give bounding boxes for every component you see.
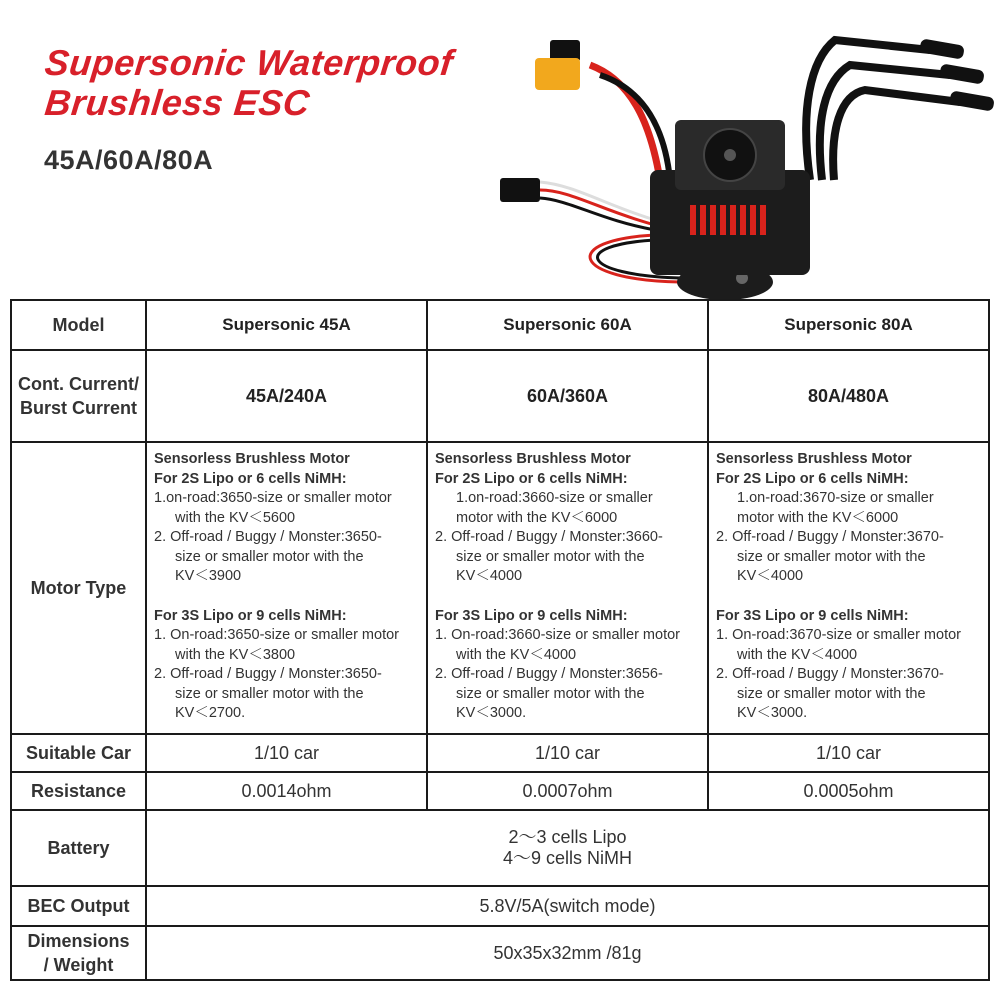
motor-line: size or smaller motor with the bbox=[456, 548, 645, 565]
motor-heading: Sensorless Brushless Motor bbox=[154, 451, 350, 467]
table-row-motor-type bbox=[11, 442, 989, 734]
row-label-motor-type: Motor Type bbox=[11, 442, 146, 734]
motor-line: 1.on-road:3660-size or smaller bbox=[456, 490, 653, 506]
motor-line: motor with the KV＜6000 bbox=[456, 509, 618, 526]
esc-product-image bbox=[480, 20, 1000, 300]
battery-value bbox=[146, 810, 989, 886]
row-label-dimensions bbox=[11, 926, 146, 980]
row-label-current-line1: Cont. Current/ bbox=[18, 374, 139, 394]
row-label-current bbox=[11, 350, 146, 442]
car-60a: 1/10 car bbox=[427, 734, 708, 772]
motor-2s-title: For 2S Lipo or 6 cells NiMH: bbox=[716, 470, 909, 487]
motor-line: 1.on-road:3670-size or smaller bbox=[737, 490, 934, 506]
row-label-current-line2: Burst Current bbox=[19, 398, 137, 418]
motor-line: with the KV＜4000 bbox=[456, 646, 577, 663]
motor-line: KV＜3000. bbox=[456, 705, 527, 721]
motor-line: KV＜3900 bbox=[175, 568, 242, 584]
subtitle: 45A/60A/80A bbox=[44, 145, 214, 175]
motor-line: KV＜4000 bbox=[456, 568, 523, 584]
table-row-battery bbox=[11, 810, 989, 886]
motor-line: size or smaller motor with the bbox=[175, 685, 364, 702]
bec-value: 5.8V/5A(switch mode) bbox=[146, 886, 989, 926]
current-60a: 60A/360A bbox=[427, 350, 708, 442]
model-80a: Supersonic 80A bbox=[708, 300, 989, 350]
motor-line: with the KV＜5600 bbox=[175, 509, 296, 526]
dimensions-value: 50x35x32mm /81g bbox=[146, 926, 989, 980]
table-row-suitable-car bbox=[11, 734, 989, 772]
row-label-resistance: Resistance bbox=[11, 772, 146, 810]
table-row-model bbox=[11, 300, 989, 350]
title-line-2: Brushless ESC bbox=[42, 82, 312, 123]
car-45a: 1/10 car bbox=[146, 734, 427, 772]
motor-line: 2. Off-road / Buggy / Monster:3670- bbox=[716, 529, 944, 545]
motor-line: with the KV＜4000 bbox=[737, 646, 858, 663]
row-label-dimensions-line2: / Weight bbox=[43, 955, 114, 975]
motor-line: 1.on-road:3650-size or smaller motor bbox=[154, 490, 392, 506]
motor-line: 2. Off-road / Buggy / Monster:3656- bbox=[435, 666, 663, 682]
motor-line: size or smaller motor with the bbox=[737, 548, 926, 565]
model-60a: Supersonic 60A bbox=[427, 300, 708, 350]
motor-line: size or smaller motor with the bbox=[175, 548, 364, 565]
resistance-60a: 0.0007ohm bbox=[427, 772, 708, 810]
title-line-1: Supersonic Waterproof bbox=[42, 42, 456, 83]
motor-heading: Sensorless Brushless Motor bbox=[435, 451, 631, 467]
row-label-bec: BEC Output bbox=[11, 886, 146, 926]
spec-table bbox=[10, 299, 990, 981]
motor-3s-title: For 3S Lipo or 9 cells NiMH: bbox=[435, 607, 628, 624]
motor-line: KV＜2700. bbox=[175, 705, 246, 721]
current-80a: 80A/480A bbox=[708, 350, 989, 442]
resistance-80a: 0.0005ohm bbox=[708, 772, 989, 810]
row-label-battery: Battery bbox=[11, 810, 146, 886]
motor-type-45a bbox=[146, 442, 427, 734]
car-80a: 1/10 car bbox=[708, 734, 989, 772]
motor-line: motor with the KV＜6000 bbox=[737, 509, 899, 526]
motor-3s-title: For 3S Lipo or 9 cells NiMH: bbox=[154, 607, 347, 624]
motor-line: 2. Off-road / Buggy / Monster:3650- bbox=[154, 666, 382, 682]
motor-line: 2. Off-road / Buggy / Monster:3670- bbox=[716, 666, 944, 682]
motor-line: 1. On-road:3670-size or smaller motor bbox=[716, 627, 961, 643]
motor-heading: Sensorless Brushless Motor bbox=[716, 451, 912, 467]
motor-line: with the KV＜3800 bbox=[175, 646, 296, 663]
motor-line: 2. Off-road / Buggy / Monster:3650- bbox=[154, 529, 382, 545]
table-row-dimensions bbox=[11, 926, 989, 980]
motor-2s-title: For 2S Lipo or 6 cells NiMH: bbox=[435, 470, 628, 487]
table-row-resistance bbox=[11, 772, 989, 810]
motor-line: size or smaller motor with the bbox=[737, 685, 926, 702]
resistance-45a: 0.0014ohm bbox=[146, 772, 427, 810]
xt-connector bbox=[535, 58, 580, 90]
row-label-dimensions-line1: Dimensions bbox=[27, 931, 130, 951]
model-45a: Supersonic 45A bbox=[146, 300, 427, 350]
motor-2s-title: For 2S Lipo or 6 cells NiMH: bbox=[154, 470, 347, 487]
motor-type-60a bbox=[427, 442, 708, 734]
motor-line: 1. On-road:3650-size or smaller motor bbox=[154, 627, 399, 643]
motor-type-80a bbox=[708, 442, 989, 734]
motor-line: 2. Off-road / Buggy / Monster:3660- bbox=[435, 529, 663, 545]
battery-line-1: 2～3 cells Lipo bbox=[508, 827, 627, 847]
table-row-current bbox=[11, 350, 989, 442]
motor-line: 1. On-road:3660-size or smaller motor bbox=[435, 627, 680, 643]
motor-line: KV＜3000. bbox=[737, 705, 808, 721]
motor-line: size or smaller motor with the bbox=[456, 685, 645, 702]
motor-3s-title: For 3S Lipo or 9 cells NiMH: bbox=[716, 607, 909, 624]
current-45a: 45A/240A bbox=[146, 350, 427, 442]
row-label-suitable-car: Suitable Car bbox=[11, 734, 146, 772]
row-label-model: Model bbox=[11, 300, 146, 350]
motor-line: KV＜4000 bbox=[737, 568, 804, 584]
battery-line-2: 4～9 cells NiMH bbox=[502, 848, 633, 868]
table-row-bec bbox=[11, 886, 989, 926]
